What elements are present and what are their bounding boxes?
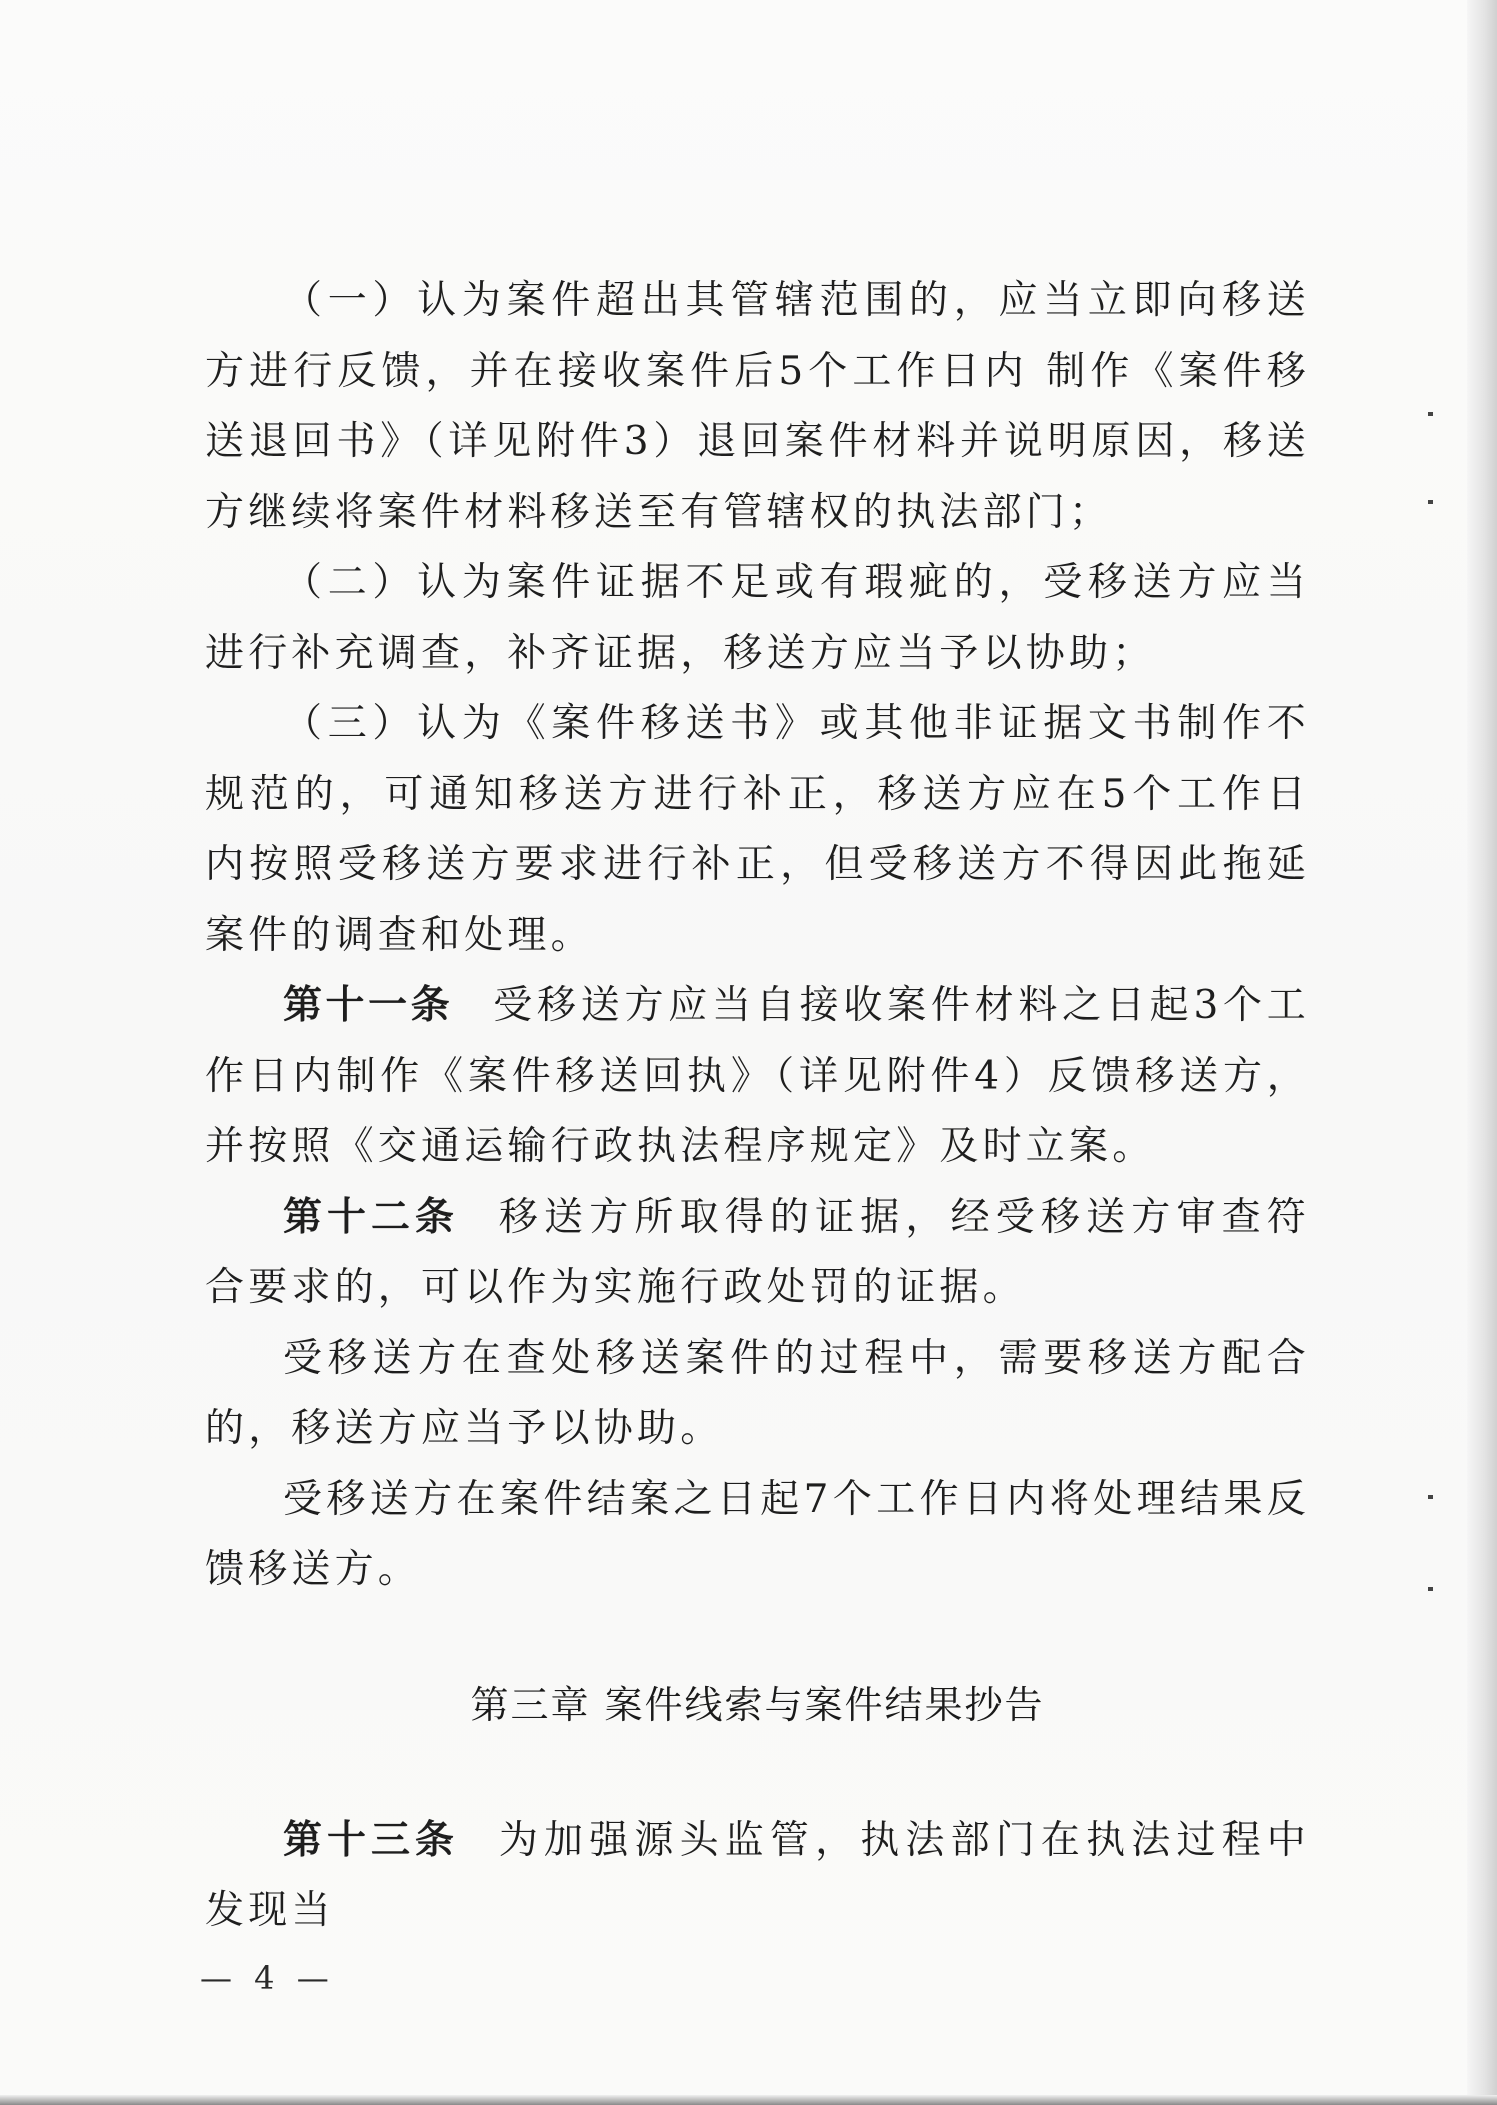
article-text: 为加强源头监管，执法部门在执法过程中发现当 <box>205 1817 1310 1933</box>
paragraph-7 <box>205 1465 1310 1606</box>
paragraph-2 <box>205 548 1310 689</box>
article-number: 第十一条 <box>283 983 454 1028</box>
article-text: 受移送方应当自接收案件材料之日起3个工作日内制作《案件移送回执》（详见附件4）反馈移送方，并按照《交通运输行政执法程序规定》及时立案。 <box>205 983 1310 1169</box>
paragraph-6 <box>205 1324 1310 1465</box>
margin-mark <box>1428 412 1433 416</box>
article-text: 移送方所取得的证据，经受移送方审查符合要求的，可以作为实施行政处罚的证据。 <box>205 1194 1310 1310</box>
paragraph-text: （二）认为案件证据不足或有瑕疵的，受移送方应当进行补充调查，补齐证据，移送方应当予以协助； <box>205 560 1310 676</box>
paragraph-text: （一）认为案件超出其管辖范围的，应当立即向移送方进行反馈，并在接收案件后5个工作日内 制作《案件移送退回书》（详见附件3）退回案件材料并说明原因，移送方继续将案件材料移送至有管辖权的执法部门； <box>205 278 1310 535</box>
scan-edge-right <box>1467 0 1497 2105</box>
chapter-heading: 第三章 案件线索与案件结果抄告 <box>470 1682 1045 1727</box>
paragraph-text: 受移送方在案件结案之日起7个工作日内将处理结果反馈移送方。 <box>205 1476 1310 1592</box>
paragraph-3 <box>205 689 1310 971</box>
article-13 <box>205 1806 1310 1947</box>
paragraph-text: （三）认为《案件移送书》或其他非证据文书制作不规范的，可通知移送方进行补正，移送方应在5个工作日内按照受移送方要求进行补正，但受移送方不得因此拖延案件的调查和处理。 <box>205 701 1310 958</box>
article-11 <box>205 971 1310 1183</box>
body-text <box>205 266 1310 1947</box>
margin-mark <box>1428 1495 1433 1499</box>
margin-mark <box>1428 1587 1433 1591</box>
article-12 <box>205 1183 1310 1324</box>
paragraph-text: 受移送方在查处移送案件的过程中，需要移送方配合的，移送方应当予以协助。 <box>205 1335 1310 1451</box>
page-number: — 4 — <box>200 1959 335 1997</box>
paragraph-1 <box>205 266 1310 548</box>
scan-edge-bottom <box>0 2095 1497 2105</box>
margin-mark <box>1428 500 1433 504</box>
article-number: 第十二条 <box>283 1194 459 1240</box>
article-number: 第十三条 <box>283 1817 459 1863</box>
